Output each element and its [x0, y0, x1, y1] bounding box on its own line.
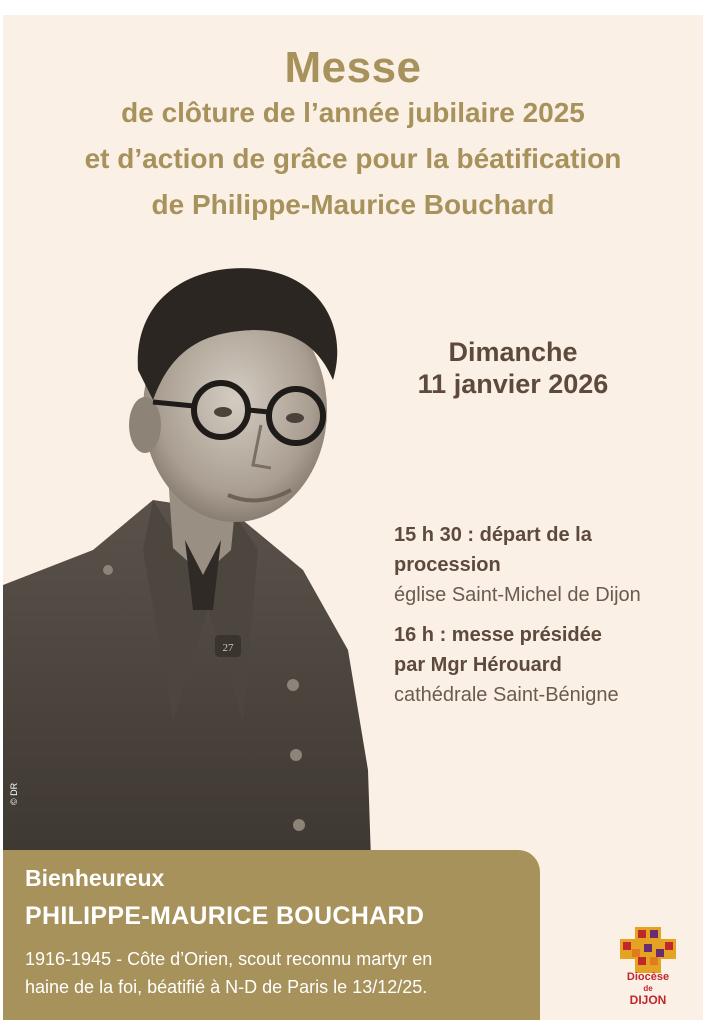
schedule-item [394, 520, 699, 610]
schedule-event: par Mgr Hérouard [394, 654, 562, 676]
photo-credit: © DR [9, 782, 19, 805]
schedule-place: église Saint-Michel de Dijon [394, 584, 641, 606]
banner-description [25, 945, 535, 1001]
logo-text-dijon: DIJON [629, 993, 667, 1007]
schedule-event: procession [394, 554, 501, 576]
subtitle-line-3: de Philippe-Maurice Bouchard [151, 189, 555, 220]
portrait-photo [3, 250, 383, 860]
svg-text:27: 27 [222, 642, 234, 654]
cross-mosaic-icon [608, 927, 688, 973]
banner-name: PHILIPPE-MAURICE BOUCHARD [25, 902, 425, 930]
banner-heading: Bienheureux [25, 865, 165, 891]
event-day: Dimanche [448, 337, 578, 367]
schedule-place: cathédrale Saint-Bénigne [394, 684, 619, 706]
schedule-item [394, 620, 699, 710]
logo-text-diocese: Diocèse [626, 971, 670, 983]
poster [3, 15, 703, 1020]
subtitle-line-1: de clôture de l’année jubilaire 2025 [121, 97, 585, 128]
schedule-time: 16 h : messe présidée [394, 624, 602, 646]
logo-text-de: de [643, 984, 653, 993]
banner-desc-line-2: haine de la foi, béatifié à N-D de Paris le 13/12/25. [25, 977, 428, 997]
page-title: Messe [284, 43, 422, 92]
bio-banner [3, 850, 540, 1020]
event-date: 11 janvier 2026 [417, 369, 609, 399]
schedule-time: 15 h 30 : départ de la [394, 524, 592, 546]
banner-desc-line-1: 1916-1945 - Côte d’Orien, scout reconnu martyr en [25, 949, 433, 969]
diocese-logo [608, 927, 688, 1012]
subtitle-line-2: et d’action de grâce pour la béatification [84, 143, 622, 174]
